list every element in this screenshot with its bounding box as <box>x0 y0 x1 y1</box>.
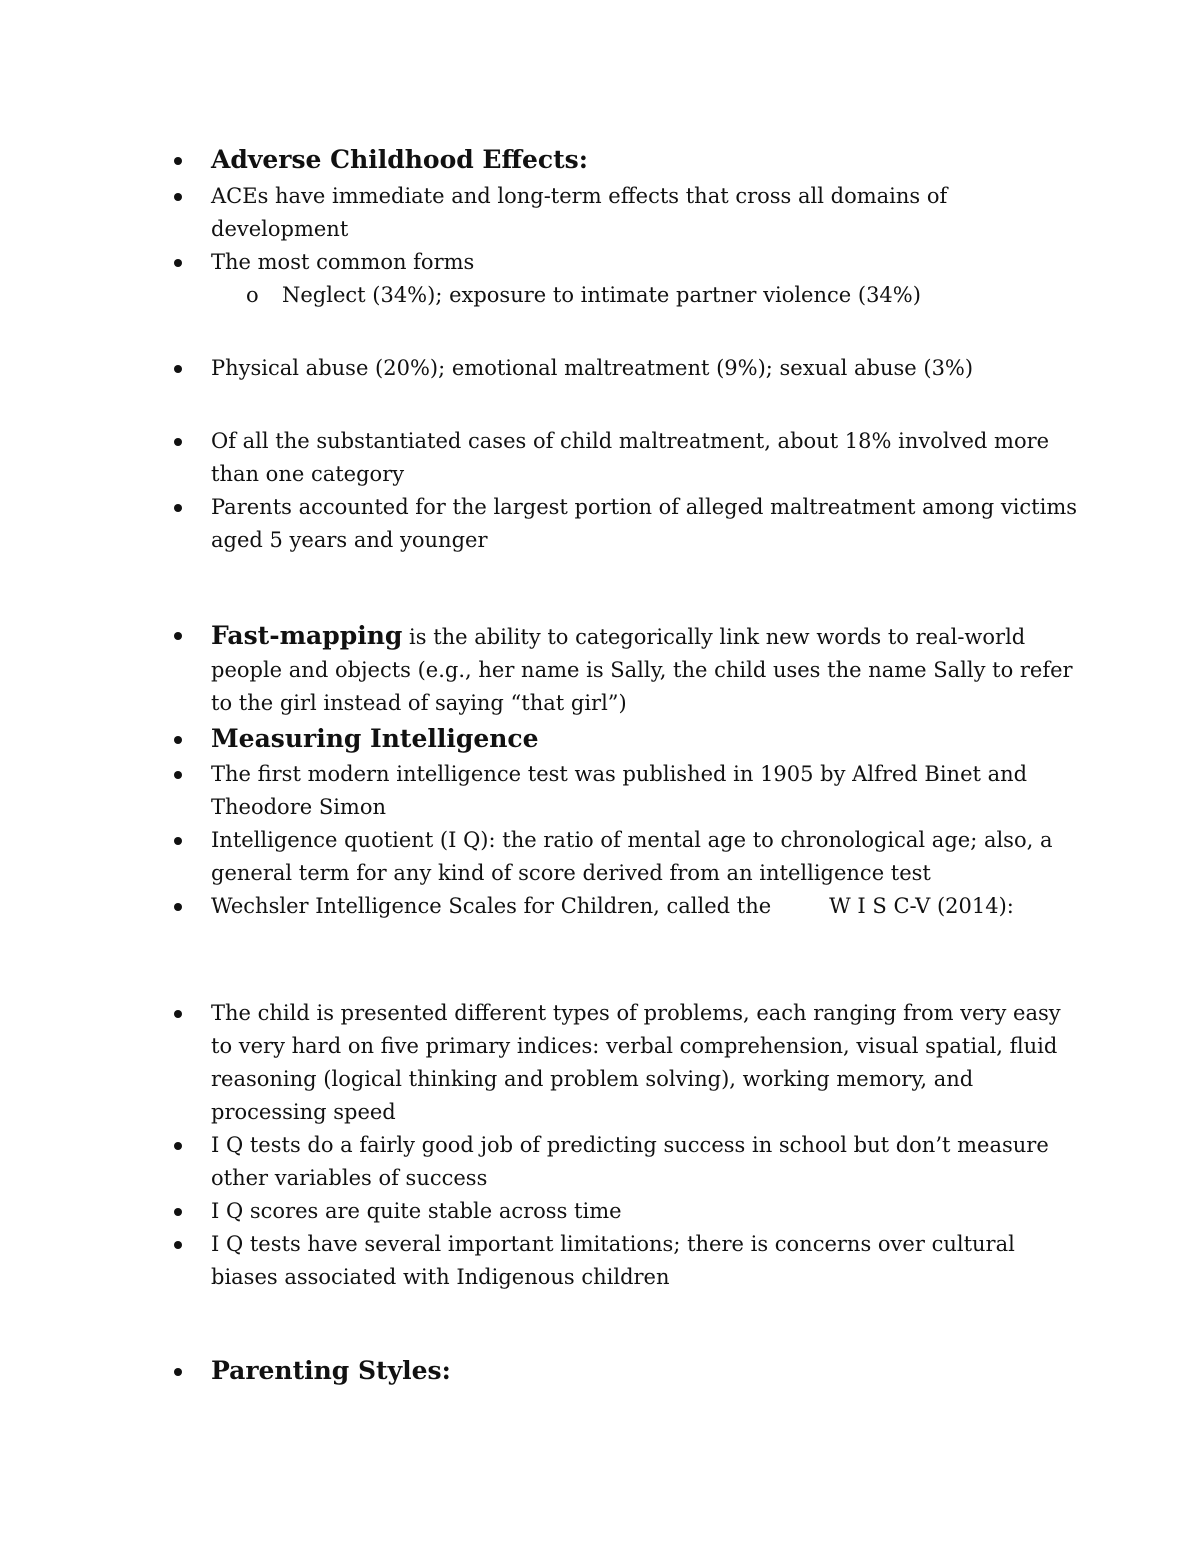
list-item <box>211 1228 1081 1294</box>
list-item-text: The child is presented different types of problems, each ranging from very easy to very hard on five primary indices: verbal comprehension, visual spatial, fluid reasoning (logical thinking and problem solving), working memory, and processing speed <box>211 1001 1061 1124</box>
sub-list-item <box>246 279 1082 312</box>
list-item-text-continued: W I S C-V (2014): <box>829 894 1014 918</box>
list-item <box>211 425 1081 491</box>
list-item-text: I Q scores are quite stable across time <box>211 1199 622 1223</box>
list-item-text: I Q tests have several important limitations; there is concerns over cultural biases associated with Indigenous children <box>211 1232 1015 1289</box>
list-item <box>211 246 1081 279</box>
bullet-icon <box>174 1010 182 1018</box>
bullet-icon <box>174 259 182 267</box>
heading-measuring-intelligence <box>211 722 1081 756</box>
list-item-text: The first modern intelligence test was published in 1905 by Alfred Binet and Theodore Simon <box>211 762 1028 819</box>
list-item-text: Parents accounted for the largest portion of alleged maltreatment among victims aged 5 years and younger <box>211 495 1078 552</box>
list-item <box>211 824 1081 890</box>
heading-parenting-styles <box>211 1354 1081 1388</box>
heading-text: Adverse Childhood Effects: <box>211 145 588 174</box>
bullet-icon <box>174 632 182 640</box>
bullet-icon <box>174 1241 182 1249</box>
heading-text: Measuring Intelligence <box>211 724 539 753</box>
bullet-icon <box>174 365 182 373</box>
bullet-icon <box>174 1208 182 1216</box>
bullet-icon <box>174 903 182 911</box>
bullet-icon <box>174 736 182 744</box>
sub-bullet-marker: o <box>246 283 259 307</box>
list-item <box>211 997 1081 1129</box>
list-item-text: I Q tests do a fairly good job of predicting success in school but don’t measure other variables of success <box>211 1133 1049 1190</box>
bullet-icon <box>174 771 182 779</box>
list-item-text: The most common forms <box>211 250 475 274</box>
list-item-fast-mapping <box>211 619 1081 720</box>
list-item <box>211 180 1081 246</box>
list-item-text: Physical abuse (20%); emotional maltreatment (9%); sexual abuse (3%) <box>211 356 974 380</box>
bullet-icon <box>174 1368 182 1376</box>
heading-text: Parenting Styles: <box>211 1356 451 1385</box>
list-item <box>211 352 1081 385</box>
list-item-text: is the ability to categorically link new words to real-world people and objects (e.g., her name is Sally, the child uses the name Sally to refer to the girl instead of saying “that girl”) <box>211 625 1073 715</box>
term-fast-mapping: Fast-mapping <box>211 621 403 650</box>
bullet-icon <box>174 193 182 201</box>
list-item <box>211 1129 1081 1195</box>
list-item-text: Intelligence quotient (I Q): the ratio of mental age to chronological age; also, a general term for any kind of score derived from an intelligence test <box>211 828 1053 885</box>
list-item-text: Wechsler Intelligence Scales for Children, called the <box>211 894 772 918</box>
heading-adverse-childhood-effects <box>211 143 1081 177</box>
sub-list-item-text: Neglect (34%); exposure to intimate partner violence (34%) <box>282 283 921 307</box>
bullet-icon <box>174 837 182 845</box>
bullet-icon <box>174 1142 182 1150</box>
list-item <box>211 758 1081 824</box>
bullet-icon <box>174 157 182 165</box>
bullet-icon <box>174 438 182 446</box>
list-item-text: ACEs have immediate and long-term effects that cross all domains of development <box>211 184 948 241</box>
list-item <box>211 890 1081 923</box>
list-item <box>211 1195 1081 1228</box>
bullet-icon <box>174 504 182 512</box>
list-item-text: Of all the substantiated cases of child maltreatment, about 18% involved more than one category <box>211 429 1050 486</box>
list-item <box>211 491 1081 557</box>
